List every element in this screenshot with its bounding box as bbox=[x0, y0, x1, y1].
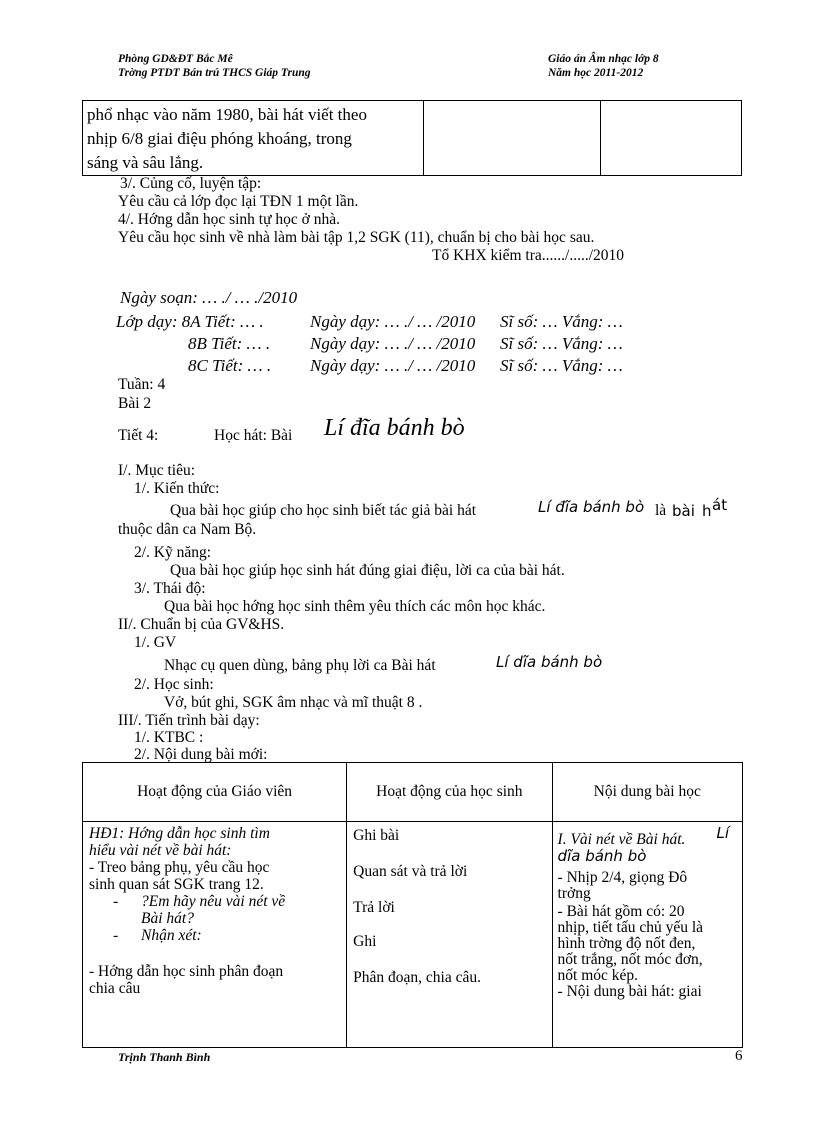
header-right bbox=[548, 52, 659, 80]
teacher-step: - Hớng dẫn học sinh phân đoạn bbox=[89, 963, 284, 980]
student-activity: Phân đoạn, chia câu. bbox=[353, 969, 482, 986]
continuation-line: phổ nhạc vào năm 1980, bài hát viết theo bbox=[87, 105, 367, 124]
activity-table bbox=[82, 762, 743, 1048]
process-step-2: 2/. Nội dung bài mới: bbox=[134, 746, 268, 763]
date-prepared: Ngày soạn: … ./ … ./2010 bbox=[120, 288, 298, 307]
page-number: 6 bbox=[735, 1048, 743, 1064]
continuation-line: nhịp 6/8 giai điệu phóng khoáng, trong bbox=[87, 129, 352, 148]
teacher-remark: Nhận xét: bbox=[141, 927, 202, 944]
attitude-text: Qua bài học hớng học sinh thêm yêu thích các môn học khác. bbox=[164, 598, 546, 615]
attendance-8b: Sĩ số: … Vắng: … bbox=[500, 334, 623, 353]
question-dash: - bbox=[113, 927, 119, 944]
student-activity-cell bbox=[347, 822, 552, 1048]
content-line: hình trờng độ nốt đen, bbox=[557, 935, 696, 952]
header-lesson-content: Nội dung bài học bbox=[552, 763, 742, 822]
header-student-activity: Hoạt động của học sinh bbox=[347, 763, 552, 822]
class-8b: 8B Tiết: … . bbox=[188, 334, 271, 353]
school-department: Phòng GD&ĐT Bắc Mê bbox=[118, 53, 233, 65]
content-line: nốt trắng, nốt móc đơn, bbox=[557, 951, 703, 968]
skills-text: Qua bài học giúp học sinh hát đúng giai điệu, lời ca của bài hát. bbox=[170, 562, 565, 579]
teacher-question: Bài hát? bbox=[141, 910, 194, 927]
process-heading: III/. Tiến trình bài dạy: bbox=[118, 712, 260, 729]
knowledge-heading: 1/. Kiến thức: bbox=[134, 480, 220, 497]
teacher-step: chia câu bbox=[89, 980, 141, 997]
school-year: Năm học 2011-2012 bbox=[548, 67, 644, 79]
continuation-cell bbox=[83, 101, 424, 176]
attendance-8a: Sĩ số: … Vắng: … bbox=[500, 312, 623, 331]
knowledge-text-d: h bbox=[702, 502, 712, 520]
unit: Bài 2 bbox=[118, 395, 152, 412]
content-song-a: Lí bbox=[716, 824, 730, 842]
student-activity: Ghi bbox=[353, 933, 377, 950]
student-activity: Ghi bài bbox=[353, 827, 400, 844]
consolidation-heading: 3/. Củng cố, luyện tập: bbox=[120, 175, 262, 192]
preparation-heading: II/. Chuẩn bị của GV&HS. bbox=[118, 616, 285, 633]
empty-cell bbox=[424, 101, 601, 176]
hs-text: Vở, bút ghi, SGK âm nhạc và mĩ thuật 8 . bbox=[164, 694, 423, 711]
student-activity: Trả lời bbox=[353, 899, 395, 916]
learn-label: Học hát: Bài bbox=[214, 427, 293, 444]
author: Trịnh Thanh Bình bbox=[118, 1050, 211, 1064]
student-activity: Quan sát và trả lời bbox=[353, 863, 468, 880]
document-title: Giáo án Âm nhạc lớp 8 bbox=[548, 53, 659, 65]
attitude-heading: 3/. Thái độ: bbox=[134, 580, 206, 597]
content-heading: I. Vài nét về Bài hát. bbox=[557, 831, 686, 848]
teacher-step: - Treo bảng phụ, yêu cầu học bbox=[89, 859, 270, 876]
content-line: - Nội dung bài hát: giai bbox=[557, 983, 702, 1000]
review-check: Tổ KHX kiểm tra....../...../2010 bbox=[432, 247, 625, 264]
knowledge-text-e: át bbox=[712, 496, 728, 514]
week: Tuần: 4 bbox=[118, 376, 166, 393]
teacher-question: ?Em hãy nêu vài nét về bbox=[141, 893, 286, 910]
content-line: - Nhịp 2/4, giọng Đô bbox=[557, 869, 688, 886]
knowledge-song: Lí đĩa bánh bò bbox=[538, 498, 645, 516]
gv-text: Nhạc cụ quen dùng, bảng phụ lời ca Bài hát bbox=[164, 657, 436, 674]
homework-heading: 4/. Hớng dẫn học sinh tự học ở nhà. bbox=[118, 211, 340, 228]
teaching-date-8b: Ngày dạy: … ./ … /2010 bbox=[310, 334, 476, 353]
teaching-date-8a: Ngày dạy: … ./ … /2010 bbox=[310, 312, 476, 331]
teacher-step: sinh quan sát SGK trang 12. bbox=[89, 876, 264, 893]
school-name: Trờng PTDT Bán trú THCS Giáp Trung bbox=[118, 67, 311, 79]
knowledge-text-line2: thuộc dân ca Nam Bộ. bbox=[118, 521, 257, 538]
header-left bbox=[118, 52, 311, 80]
content-song-b: dĩa bánh bò bbox=[557, 847, 647, 865]
hd1-heading: HĐ1: Hớng dẫn học sinh tìm bbox=[89, 825, 270, 842]
content-line: nốt móc kép. bbox=[557, 967, 639, 984]
hs-heading: 2/. Học sinh: bbox=[134, 676, 214, 693]
song-title: Lí đĩa bánh bò bbox=[324, 415, 465, 441]
empty-cell bbox=[601, 101, 742, 176]
continuation-line: sáng và sâu lắng. bbox=[87, 153, 204, 172]
gv-heading: 1/. GV bbox=[134, 634, 177, 651]
continuation-table bbox=[82, 100, 742, 176]
lesson-content-cell bbox=[552, 822, 742, 1048]
content-line: nhịp, tiết tấu chủ yếu là bbox=[557, 919, 704, 936]
process-step-1: 1/. KTBC : bbox=[134, 729, 204, 746]
hd1-heading-line2: hiểu vài nét về bài hát: bbox=[89, 842, 232, 859]
knowledge-text-c: bài bbox=[672, 502, 695, 520]
gv-song: Lí dĩa bánh bò bbox=[496, 653, 603, 671]
objectives-heading: I/. Mục tiêu: bbox=[118, 462, 196, 479]
teaching-date-8c: Ngày dạy: … ./ … /2010 bbox=[310, 356, 476, 375]
knowledge-text-b: là bbox=[655, 502, 667, 519]
attendance-8c: Sĩ số: … Vắng: … bbox=[500, 356, 623, 375]
content-line: trởng bbox=[557, 885, 591, 902]
class-8c: 8C Tiết: … . bbox=[188, 356, 272, 375]
teacher-activity-cell bbox=[83, 822, 347, 1048]
content-line: - Bài hát gồm có: 20 bbox=[557, 903, 685, 920]
knowledge-text: Qua bài học giúp cho học sinh biết tác giả bài hát bbox=[170, 502, 477, 519]
question-dash: - bbox=[113, 893, 119, 910]
homework-text: Yêu cầu học sinh về nhà làm bài tập 1,2 SGK (11), chuẩn bị cho bài học sau. bbox=[118, 229, 595, 246]
consolidation-text: Yêu cầu cả lớp đọc lại TĐN 1 một lần. bbox=[118, 193, 359, 210]
period: Tiết 4: bbox=[118, 427, 159, 444]
class-8a: Lớp dạy: 8A Tiết: … . bbox=[116, 312, 264, 331]
header-teacher-activity: Hoạt động của Giáo viên bbox=[83, 763, 347, 822]
skills-heading: 2/. Kỹ năng: bbox=[134, 544, 212, 561]
